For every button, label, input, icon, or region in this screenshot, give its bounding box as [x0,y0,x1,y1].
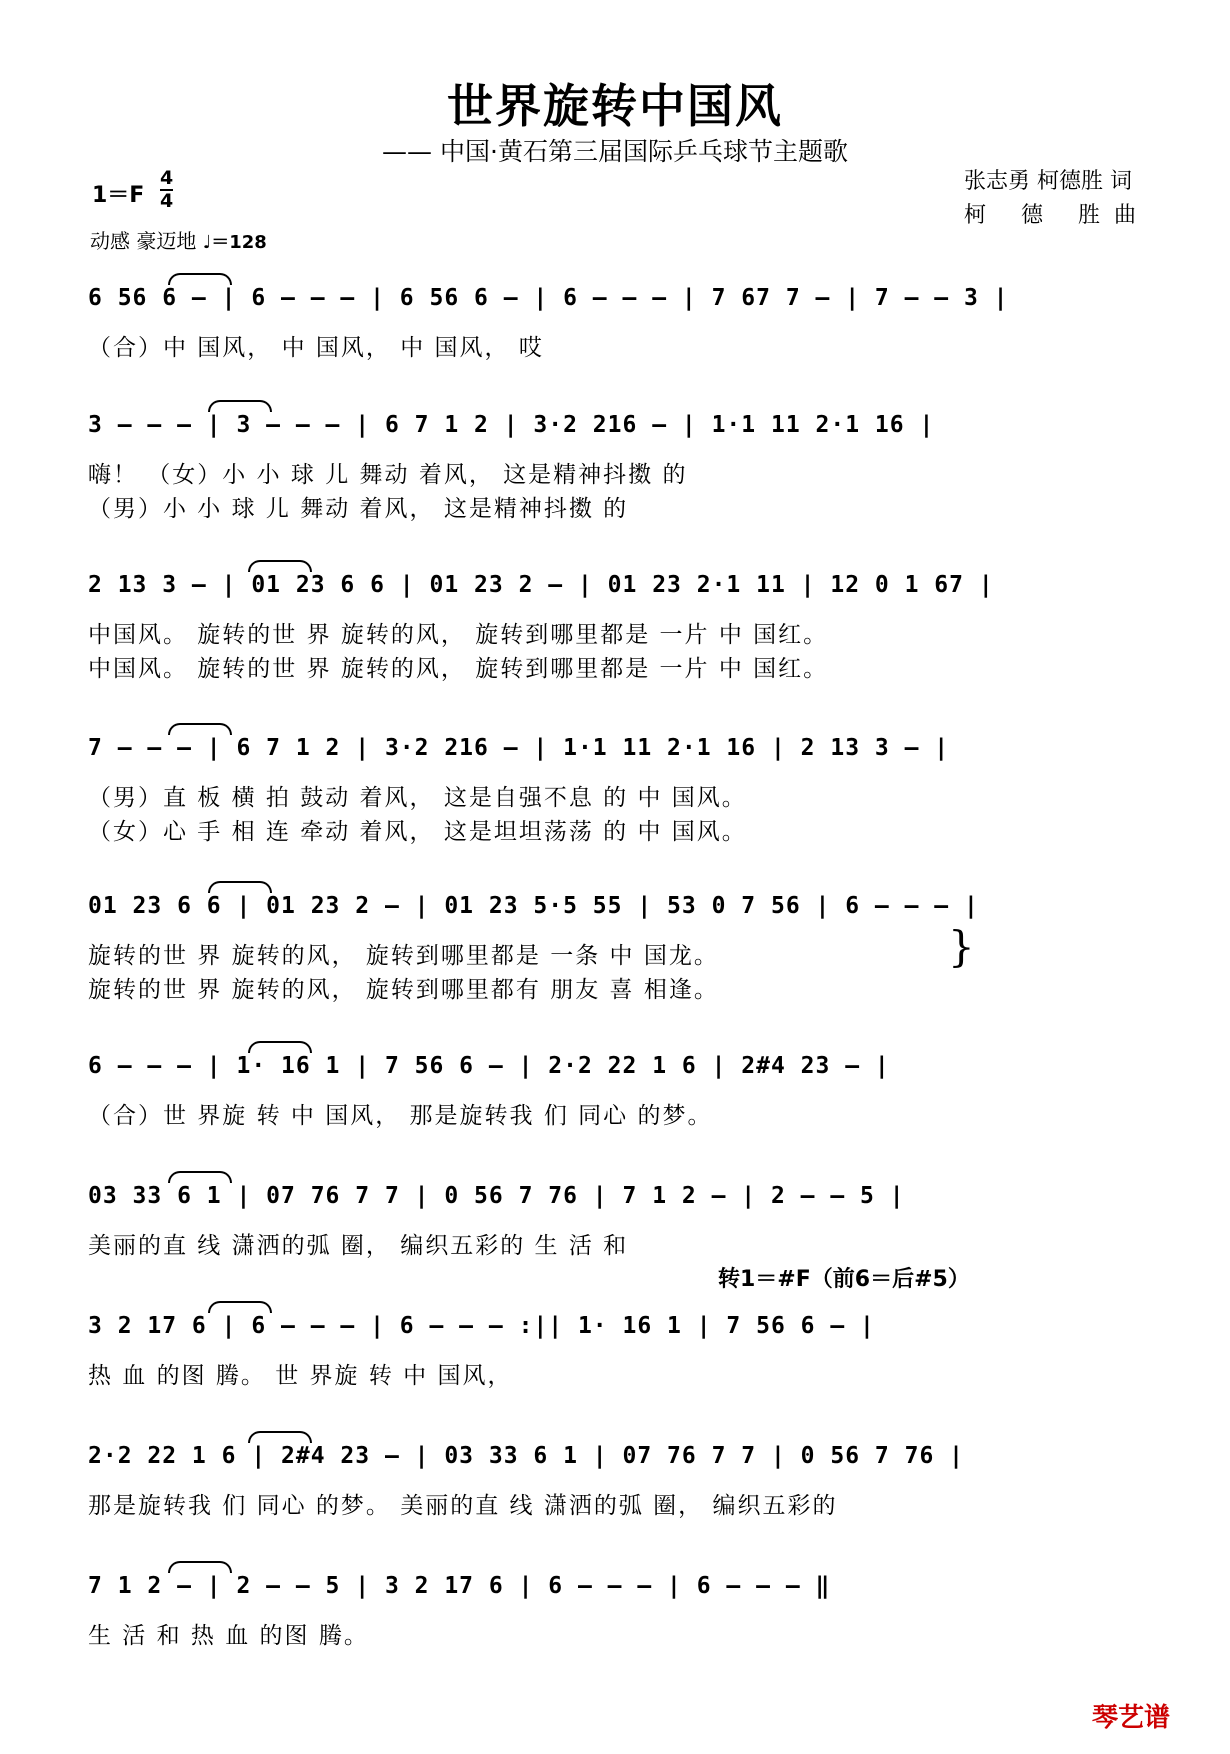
lyric-line: 热 血 的图 腾。 世 界旋 转 中 国风， [88,1363,513,1389]
time-signature-bottom: 4 [160,190,174,212]
tie-arc [168,1171,232,1183]
tie-arc [168,273,232,285]
lyric-line: 那是旋转我 们 同心 的梦。 美丽的直 线 潇洒的弧 圈， 编织五彩的 [88,1493,838,1519]
notation-line: 01 23 6 6 | 01 23 2 – | 01 23 5·5 55 | 53 0 7 56 | 6 – – – | [88,893,979,919]
credits [964,165,1150,233]
lyric-line: 中国风。 旋转的世 界 旋转的风， 旋转到哪里都是 一片 中 国红。 [88,656,829,682]
page-subtitle: —— 中国·黄石第三届国际乒乓球节主题歌 [382,137,848,166]
credits-composer: 柯 德 胜曲 [964,203,1150,228]
tie-arc [248,1041,312,1053]
modulation-mark: 转1＝#F（前6＝后#5） [718,1267,970,1292]
tie-arc [208,1301,272,1313]
watermark-logo: 琴艺谱 [1091,1703,1170,1733]
notation-line: 03 33 6 1 | 07 76 7 7 | 0 56 7 76 | 7 1 2 – | 2 – – 5 | [88,1183,905,1209]
lyric-line: 旋转的世 界 旋转的风， 旋转到哪里都是 一条 中 国龙。 [88,943,719,969]
tie-arc [168,1561,232,1573]
key-signature: 1＝F [92,183,145,208]
lyric-line: （合）世 界旋 转 中 国风， 那是旋转我 们 同心 的梦。 [88,1103,713,1129]
lyric-line: （男）直 板 横 拍 鼓动 着风， 这是自强不息 的 中 国风。 [88,785,747,811]
page-title: 世界旋转中国风 [447,79,783,133]
credits-lyricist: 张志勇 柯德胜 词 [964,169,1132,194]
tie-arc [208,881,272,893]
notation-line: 7 1 2 – | 2 – – 5 | 3 2 17 6 | 6 – – – | 6 – – – ‖ [88,1573,831,1599]
lyric-line: 旋转的世 界 旋转的风， 旋转到哪里都有 朋友 喜 相逢。 [88,977,719,1003]
lyric-line: 生 活 和 热 血 的图 腾。 [88,1623,369,1649]
lyric-brace: } [948,922,975,971]
notation-line: 3 2 17 6 | 6 – – – | 6 – – – :|| 1· 16 1 | 7 56 6 – | [88,1313,875,1339]
tempo-value: ♩＝128 [202,232,267,253]
tie-arc [248,1431,312,1443]
tie-arc [248,560,312,572]
lyric-line: 嗨！ （女）小 小 球 儿 舞动 着风， 这是精神抖擞 的 [88,462,688,488]
tempo-marking [90,225,267,254]
time-signature [160,168,173,212]
lyric-line: （男）小 小 球 儿 舞动 着风， 这是精神抖擞 的 [88,496,629,522]
tempo-text: 动感 豪迈地 [90,229,197,253]
notation-line: 2 13 3 – | 01 23 6 6 | 01 23 2 – | 01 23 2·1 11 | 12 0 1 67 | [88,572,994,598]
lyric-line: （女）心 手 相 连 牵动 着风， 这是坦坦荡荡 的 中 国风。 [88,819,747,845]
time-signature-top: 4 [160,167,174,189]
lyric-line: 美丽的直 线 潇洒的弧 圈， 编织五彩的 生 活 和 [88,1233,629,1259]
notation-line: 3 – – – | 3 – – – | 6 7 1 2 | 3·2 216 – | 1·1 11 2·1 16 | [88,412,935,438]
tie-arc [168,723,232,735]
notation-line: 7 – – – | 6 7 1 2 | 3·2 216 – | 1·1 11 2·1 16 | 2 13 3 – | [88,735,950,761]
notation-line: 6 56 6 – | 6 – – – | 6 56 6 – | 6 – – – | 7 67 7 – | 7 – – 3 | [88,285,1009,311]
tie-arc [208,400,272,412]
lyric-line: （合）中 国风， 中 国风， 中 国风， 哎 [88,335,544,361]
notation-line: 6 – – – | 1· 16 1 | 7 56 6 – | 2·2 22 1 6 | 2#4 23 – | [88,1053,890,1079]
notation-line: 2·2 22 1 6 | 2#4 23 – | 03 33 6 1 | 07 76 7 7 | 0 56 7 76 | [88,1443,964,1469]
lyric-line: 中国风。 旋转的世 界 旋转的风， 旋转到哪里都是 一片 中 国红。 [88,622,829,648]
